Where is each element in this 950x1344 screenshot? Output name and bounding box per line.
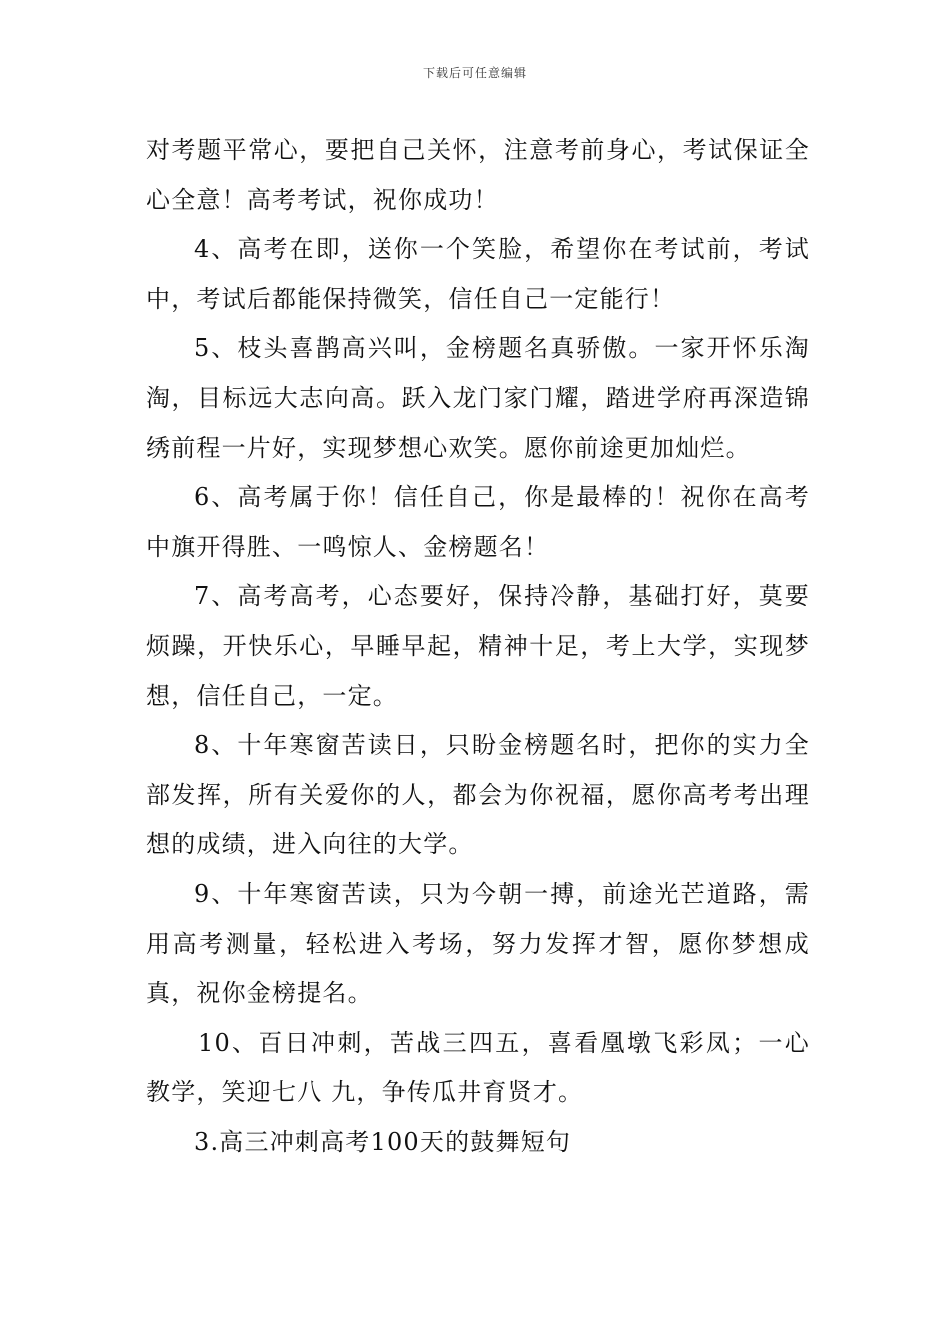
page-header: 下载后可任意编辑 [422,66,527,80]
paragraph-3: 5、枝头喜鹊高兴叫，金榜题名真骄傲。一家开怀乐淘淘，目标远大志向高。跃入龙门家门耀，踏进学府再深造锦绣前程一片好，实现梦想心欢笑。愿你前途更加灿烂。 [146,334,810,462]
paragraph-1: 对考题平常心，要把自己关怀，注意考前身心，考试保证全心全意！高考考试，祝你成功！ [146,136,810,214]
section-heading: 3.高三冲刺高考100天的鼓舞短句 [194,1127,572,1156]
paragraph-7: 9、十年寒窗苦读，只为今朝一搏，前途光芒道路，需用高考测量，轻松进入考场，努力发挥才智，愿你梦想成真，祝你金榜提名。 [146,879,810,1008]
paragraph-5: 7、高考高考，心态要好，保持冷静，基础打好，莫要烦躁，开快乐心，早睡早起，精神十足，考上大学，实现梦想，信任自己，一定。 [146,582,810,710]
document-body [146,126,810,1167]
paragraph-4: 6、高考属于你！信任自己，你是最棒的！祝你在高考中旗开得胜、一鸣惊人、金榜题名！ [146,483,810,561]
paragraph-2: 4、高考在即，送你一个笑脸，希望你在考试前，考试中，考试后都能保持微笑，信任自己一定能行！ [146,235,810,313]
paragraph-8: 10、百日冲刺，苦战三四五，喜看凰墩飞彩凤；一心教学，笑迎七八 九，争传瓜井育贤才。 [146,1028,810,1107]
paragraph-6: 8、十年寒窗苦读日，只盼金榜题名时，把你的实力全部发挥，所有关爱你的人，都会为你祝福，愿你高考考出理想的成绩，进入向往的大学。 [146,731,810,859]
